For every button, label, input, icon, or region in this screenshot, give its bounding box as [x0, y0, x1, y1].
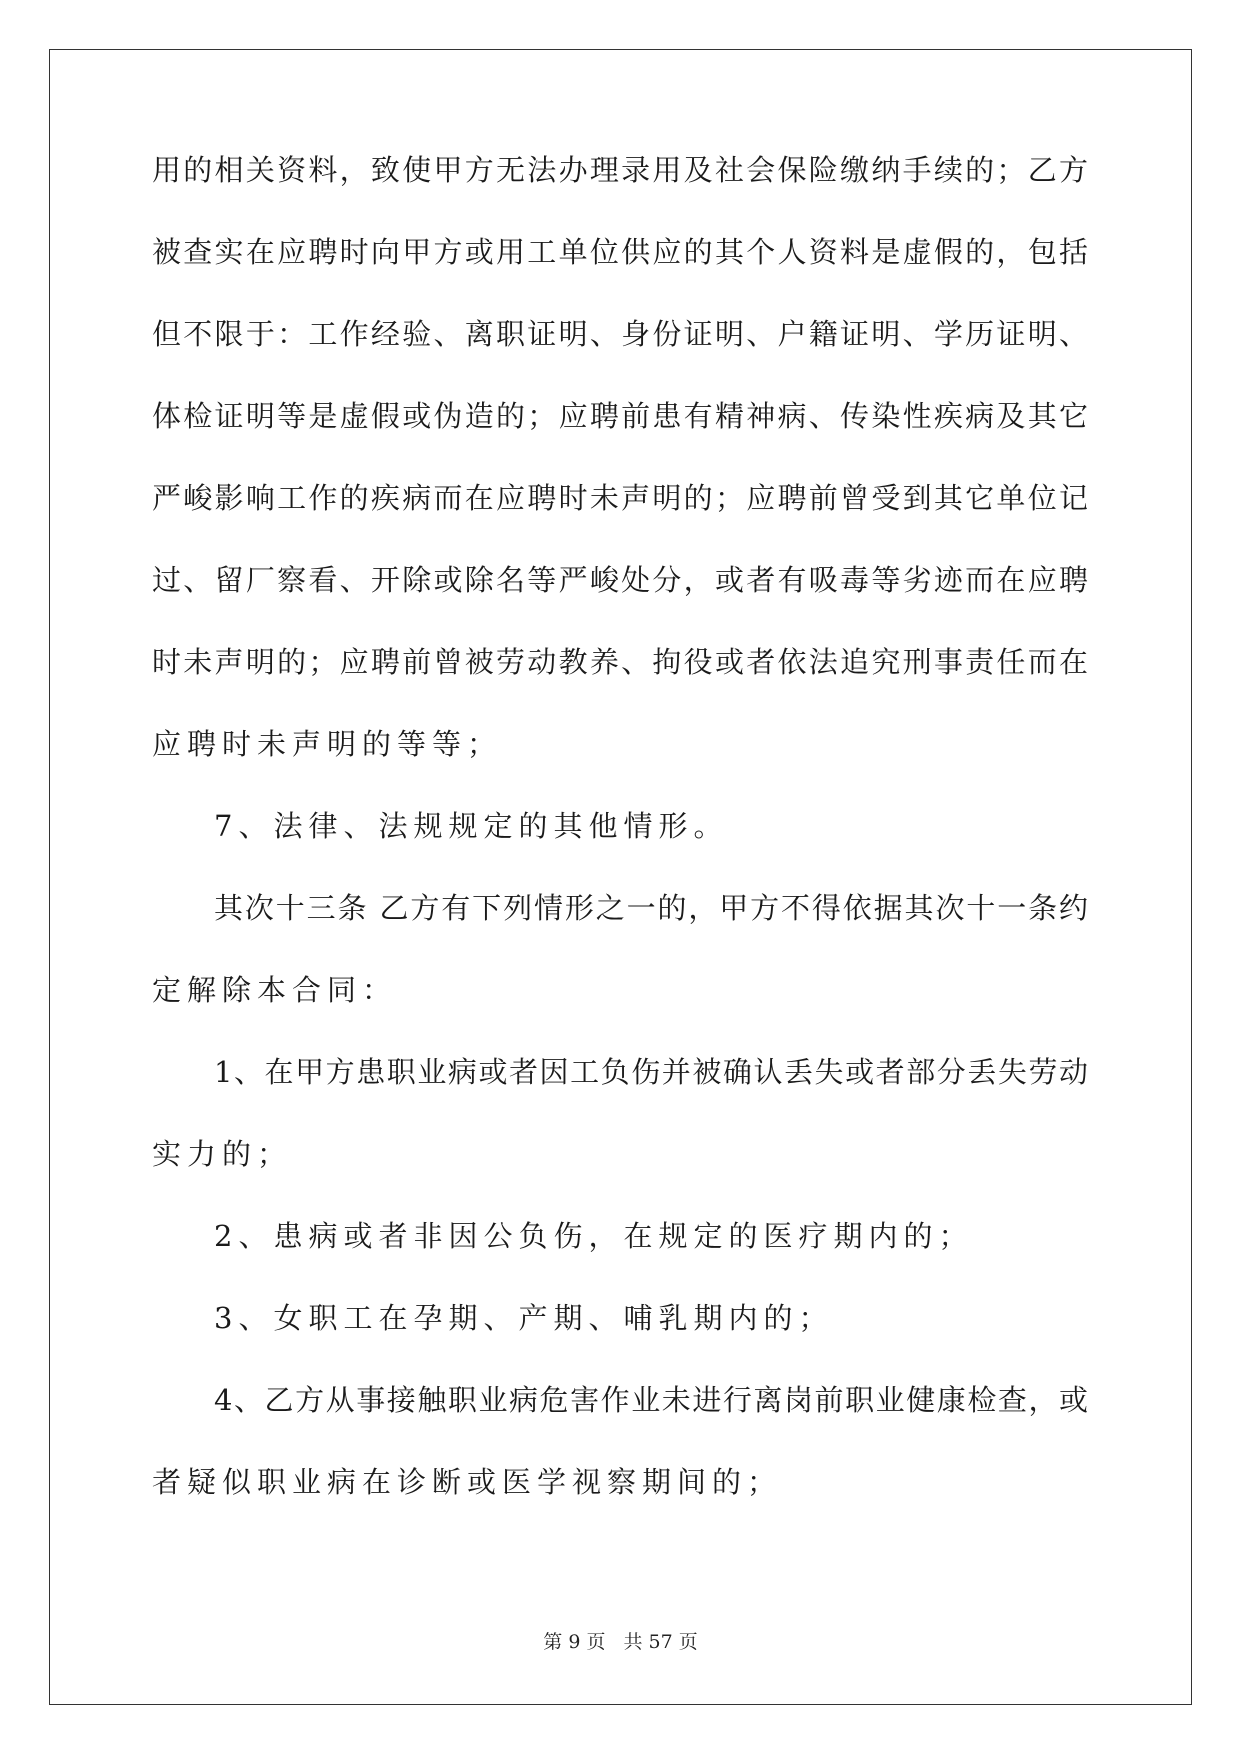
- text-line: 7、法律、法规规定的其他情形。: [214, 809, 729, 843]
- document-body: [152, 150, 1088, 1544]
- text-line: 2、患病或者非因公负伤，在规定的医疗期内的；: [214, 1219, 974, 1253]
- total-pages: 共 57 页: [623, 1631, 698, 1653]
- text-line: 但不限于：工作经验、离职证明、身份证明、户籍证明、学历证明、: [152, 317, 1088, 351]
- page-number: 第 9 页: [543, 1631, 606, 1653]
- text-line: 实力的；: [152, 1137, 293, 1171]
- text-line: 体检证明等是虚假或伪造的；应聘前患有精神病、传染性疾病及其它: [152, 399, 1088, 433]
- text-line: 严峻影响工作的疾病而在应聘时未声明的；应聘前曾受到其它单位记: [152, 481, 1088, 515]
- text-line: 用的相关资料，致使甲方无法办理录用及社会保险缴纳手续的；乙方: [152, 153, 1088, 187]
- text-line: 3、女职工在孕期、产期、哺乳期内的；: [214, 1301, 834, 1335]
- text-line: 被查实在应聘时向甲方或用工单位供应的其个人资料是虚假的，包括: [152, 235, 1088, 269]
- text-line: 其次十三条 乙方有下列情形之一的，甲方不得依据其次十一条约: [214, 891, 1088, 925]
- text-line: 时未声明的；应聘前曾被劳动教养、拘役或者依法追究刑事责任而在: [152, 645, 1088, 679]
- text-line: 过、留厂察看、开除或除名等严峻处分，或者有吸毒等劣迹而在应聘: [152, 563, 1088, 597]
- text-line: 1、在甲方患职业病或者因工负伤并被确认丢失或者部分丢失劳动: [214, 1055, 1088, 1089]
- text-line: 定解除本合同：: [152, 973, 398, 1007]
- text-line: 应聘时未声明的等等；: [152, 727, 503, 761]
- page-footer: [0, 1630, 1241, 1654]
- text-line: 者疑似职业病在诊断或医学视察期间的；: [152, 1465, 783, 1499]
- text-line: 4、乙方从事接触职业病危害作业未进行离岗前职业健康检查，或: [214, 1383, 1088, 1417]
